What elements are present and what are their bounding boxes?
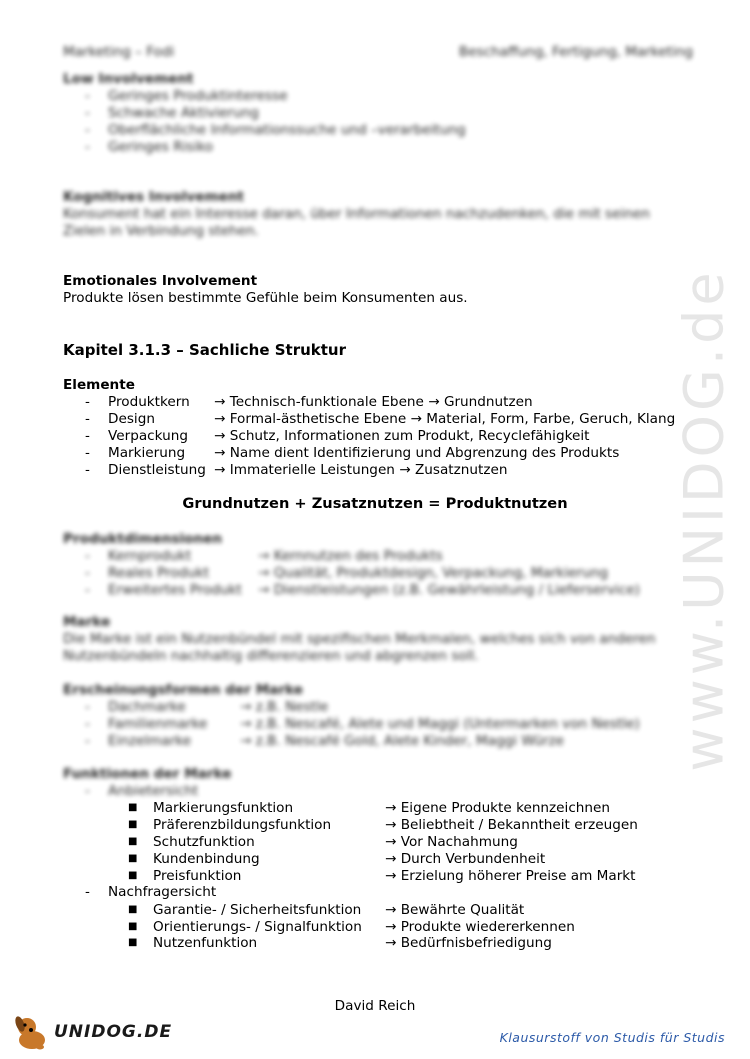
form-term: Einzelmarke — [108, 733, 192, 749]
dash: - — [85, 699, 90, 715]
dash: - — [85, 716, 90, 732]
dim-desc: → Kernnutzen des Produkts — [258, 548, 443, 564]
dash: - — [85, 428, 90, 444]
header-right: Beschaffung, Fertigung, Marketing — [458, 44, 693, 60]
element-term: Design — [108, 411, 155, 427]
form-desc: → z.B. Nescafé Gold, Alete Kinder, Maggi Würze — [240, 733, 564, 749]
element-term: Dienstleistung — [108, 462, 206, 478]
element-term: Verpackung — [108, 428, 188, 444]
anbieter-label: Anbietersicht — [108, 783, 199, 799]
form-desc: → z.B. Nestle — [240, 699, 329, 715]
function-desc: → Vor Nachahmung — [385, 834, 518, 850]
function-term: Nutzenfunktion — [153, 935, 258, 951]
bullet: ■ — [128, 921, 138, 932]
footer-author: David Reich — [334, 998, 416, 1014]
section-title: Marke — [63, 614, 111, 630]
function-desc: → Bedürfnisbefriedigung — [385, 935, 552, 951]
emotionales-title: Emotionales Involvement — [63, 273, 258, 289]
dash: - — [85, 122, 90, 138]
section-title: Produktdimensionen — [63, 531, 223, 547]
dash: - — [85, 105, 90, 121]
section-title: Low Involvement — [63, 71, 194, 87]
function-term: Markierungsfunktion — [153, 800, 294, 816]
form-desc: → z.B. Nescafé, Alete und Maggi (Untermarken von Nestle) — [240, 716, 640, 732]
elemente-title: Elemente — [63, 377, 135, 393]
footer-tagline: Klausurstoff von Studis für Studis — [499, 1030, 725, 1045]
function-desc: → Produkte wiedererkennen — [385, 919, 575, 935]
form-term: Dachmarke — [108, 699, 186, 715]
list-item: Geringes Risiko — [108, 139, 214, 155]
section-title: Funktionen der Marke — [63, 766, 232, 782]
dash: - — [85, 462, 90, 478]
dim-term: Erweitertes Produkt — [108, 582, 242, 598]
dash: - — [85, 88, 90, 104]
element-desc: → Schutz, Informationen zum Produkt, Recyclefähigkeit — [214, 428, 590, 444]
list-item: Geringes Produktinteresse — [108, 88, 288, 104]
dim-desc: → Dienstleistungen (z.B. Gewährleistung / Lieferservice) — [258, 582, 640, 598]
section-title: Kognitives Involvement — [63, 189, 244, 205]
header-left: Marketing – Fodi — [63, 44, 175, 60]
dash: - — [85, 139, 90, 155]
element-desc: → Name dient Identifizierung und Abgrenzung des Produkts — [214, 445, 620, 461]
function-term: Schutzfunktion — [153, 834, 255, 850]
dash: - — [85, 394, 90, 410]
emotionales-text: Produkte lösen bestimmte Gefühle beim Konsumenten aus. — [63, 290, 468, 306]
dash: - — [85, 582, 90, 598]
element-desc: → Technisch-funktionale Ebene → Grundnutzen — [214, 394, 533, 410]
chapter-heading: Kapitel 3.1.3 – Sachliche Struktur — [63, 341, 347, 359]
paragraph-line: Konsument hat ein Interesse daran, über Informationen nachzudenken, die mit seinen — [63, 206, 650, 222]
logo-text: UNIDOG.DE — [54, 1022, 173, 1042]
list-item: Schwache Aktivierung — [108, 105, 259, 121]
paragraph-line: Nutzenbündeln nachhaltig differenzieren und abgrenzen soll. — [63, 648, 479, 664]
dash: - — [85, 445, 90, 461]
paragraph-line: Zielen in Verbindung stehen. — [63, 223, 259, 239]
dash: - — [85, 548, 90, 564]
function-desc: → Erzielung höherer Preise am Markt — [385, 868, 636, 884]
bullet: ■ — [128, 904, 138, 915]
bullet: ■ — [128, 802, 138, 813]
element-term: Produktkern — [108, 394, 190, 410]
watermark: www.UNIDOG.de — [672, 268, 736, 772]
dim-desc: → Qualität, Produktdesign, Verpackung, Markierung — [258, 565, 608, 581]
bullet: ■ — [128, 836, 138, 847]
function-desc: → Bewährte Qualität — [385, 902, 525, 918]
bullet: ■ — [128, 819, 138, 830]
dash: - — [85, 783, 90, 799]
nachfrager-label: Nachfragersicht — [108, 884, 217, 900]
function-term: Preisfunktion — [153, 868, 242, 884]
function-desc: → Durch Verbundenheit — [385, 851, 546, 867]
function-desc: → Beliebtheit / Bekanntheit erzeugen — [385, 817, 638, 833]
form-term: Familienmarke — [108, 716, 208, 732]
dash: - — [85, 565, 90, 581]
dog-icon — [12, 1012, 52, 1052]
formula: Grundnutzen + Zusatznutzen = Produktnutzen — [182, 495, 568, 512]
section-title: Erscheinungsformen der Marke — [63, 682, 303, 698]
bullet: ■ — [128, 937, 138, 948]
element-desc: → Formal-ästhetische Ebene → Material, Form, Farbe, Geruch, Klang — [214, 411, 676, 427]
dim-term: Kernprodukt — [108, 548, 192, 564]
element-desc: → Immaterielle Leistungen → Zusatznutzen — [214, 462, 508, 478]
bullet: ■ — [128, 870, 138, 881]
dash: - — [85, 411, 90, 427]
function-term: Kundenbindung — [153, 851, 260, 867]
dash: - — [85, 733, 90, 749]
paragraph-line: Die Marke ist ein Nutzenbündel mit spezifischen Merkmalen, welches sich von anderen — [63, 631, 656, 647]
function-desc: → Eigene Produkte kennzeichnen — [385, 800, 611, 816]
list-item: Oberflächliche Informationssuche und –verarbeitung — [108, 122, 466, 138]
function-term: Orientierungs- / Signalfunktion — [153, 919, 362, 935]
dash: - — [85, 884, 90, 900]
dim-term: Reales Produkt — [108, 565, 210, 581]
element-term: Markierung — [108, 445, 186, 461]
function-term: Präferenzbildungsfunktion — [153, 817, 332, 833]
bullet: ■ — [128, 853, 138, 864]
function-term: Garantie- / Sicherheitsfunktion — [153, 902, 362, 918]
